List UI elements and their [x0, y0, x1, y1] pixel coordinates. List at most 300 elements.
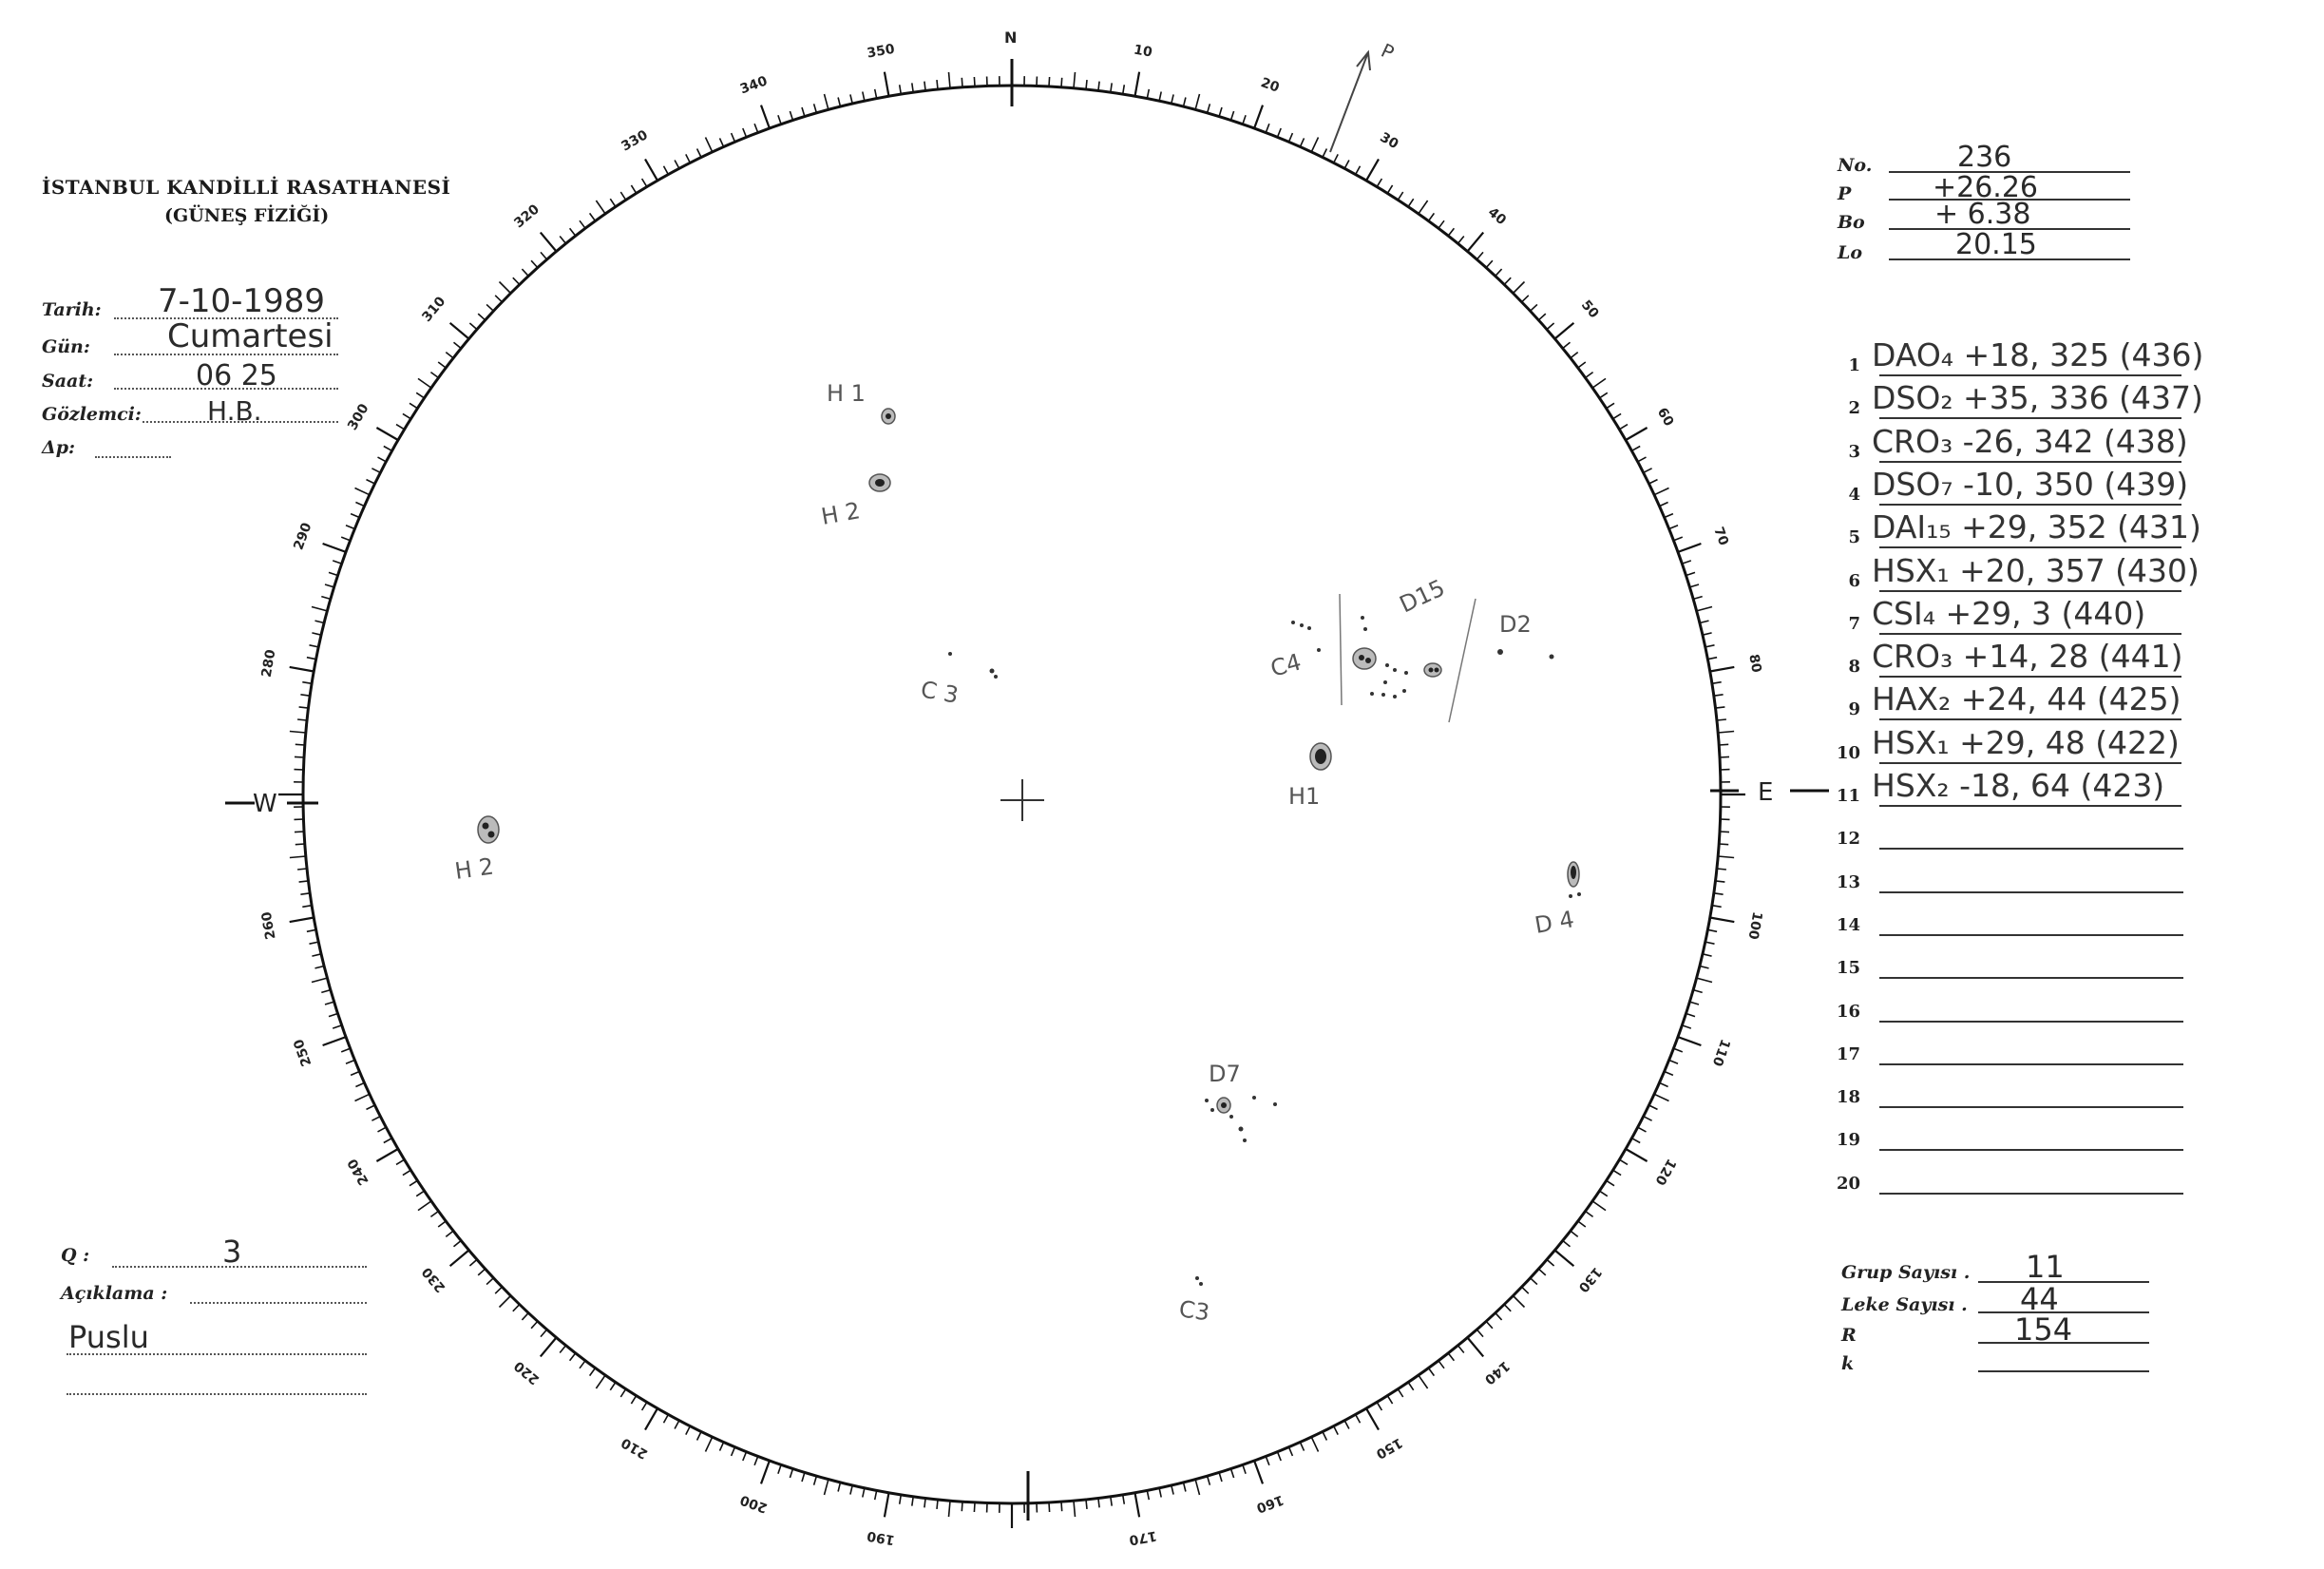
scale-tick: [384, 447, 392, 451]
group-row-entry: HSX₁ +20, 357 (430): [1872, 552, 2200, 589]
spot-label-C3-mid: C 3: [918, 676, 961, 709]
scale-tick: [1266, 1457, 1269, 1465]
scale-tick: [1514, 1296, 1525, 1308]
scale-tick: [1195, 1480, 1199, 1495]
scale-tick: [1049, 77, 1050, 86]
scale-tick: [290, 732, 306, 734]
scale-tick: [1678, 1037, 1701, 1045]
scale-degree-label: 160: [1254, 1491, 1286, 1516]
scale-tick: [560, 1346, 565, 1353]
scale-tick: [1531, 304, 1537, 311]
scale-tick: [486, 304, 493, 311]
scale-tick: [664, 166, 669, 175]
scale-tick: [323, 1037, 346, 1045]
scale-tick: [1172, 94, 1173, 104]
scale-tick: [1654, 1094, 1668, 1100]
scale-tick: [1061, 78, 1062, 87]
scale-degree-label: 140: [1481, 1357, 1513, 1387]
scale-tick: [732, 133, 735, 142]
scale-tick: [351, 1072, 359, 1076]
sunspot-group-C4-D15: [1267, 574, 1476, 722]
scale-tick: [1438, 220, 1444, 228]
scale-tick: [825, 94, 829, 109]
sunspot-group-H1-mid: [1288, 743, 1331, 810]
north-marker: [1004, 29, 1017, 106]
group-row-number: 6: [1848, 571, 1860, 591]
group-row-number: 19: [1836, 1130, 1860, 1150]
group-row-line: [1879, 934, 2183, 936]
scale-tick: [1061, 1502, 1062, 1511]
group-row-line: [1879, 546, 2181, 548]
scale-tick: [1669, 526, 1678, 529]
scale-tick: [1074, 1501, 1076, 1517]
scale-tick: [438, 362, 446, 368]
scale-tick: [1344, 1421, 1349, 1429]
date-label: Tarih:: [42, 299, 102, 320]
scale-tick: [1448, 1353, 1454, 1361]
scale-degree-label: 300: [345, 401, 372, 433]
sunspot-group-H1-top: [827, 380, 895, 424]
scale-degree-label: 170: [1128, 1527, 1158, 1548]
scale-tick: [1632, 447, 1641, 451]
scale-tick: [450, 1251, 469, 1267]
scale-tick: [1468, 233, 1484, 252]
scale-degree-label: 290: [291, 520, 315, 552]
scale-tick: [645, 159, 657, 181]
spot-label-H2-left: H 2: [452, 852, 496, 885]
scale-tick: [885, 72, 889, 97]
scale-tick: [290, 667, 314, 672]
group-row-number: 8: [1848, 657, 1860, 677]
scale-degree-label: 150: [1373, 1434, 1405, 1462]
solar-disk-outline: [303, 86, 1721, 1503]
group-row-line: [1879, 805, 2181, 807]
scale-tick: [570, 1353, 576, 1361]
scale-degree-label: 310: [419, 294, 449, 325]
scale-tick: [1555, 1251, 1574, 1267]
scale-tick: [1638, 1127, 1647, 1132]
scale-tick: [1665, 1072, 1673, 1076]
scale-tick: [743, 128, 747, 137]
q-label: Q :: [61, 1245, 90, 1266]
scale-tick: [790, 1469, 792, 1479]
scale-tick: [1538, 314, 1545, 320]
scale-tick: [761, 1461, 770, 1483]
scale-tick: [312, 954, 321, 956]
scale-degree-label: 60: [1653, 405, 1677, 430]
scale-tick: [610, 199, 616, 206]
scale-tick: [1159, 1488, 1161, 1498]
spot-label-D7: D7: [1209, 1061, 1241, 1087]
scale-tick: [1710, 918, 1735, 923]
group-row-line: [1879, 676, 2181, 678]
group-row-line: [1879, 590, 2181, 592]
q-value: 3: [222, 1234, 242, 1270]
observer-label: Gözlemci:: [42, 404, 142, 425]
scale-tick: [863, 1488, 865, 1498]
scale-tick: [675, 161, 679, 169]
group-row-entry: DSO₂ +35, 336 (437): [1872, 379, 2203, 416]
scale-tick: [312, 978, 327, 982]
scale-tick: [1705, 645, 1715, 647]
scale-tick: [974, 1502, 975, 1512]
group-row-line: [1879, 891, 2183, 893]
group-row-number: 9: [1848, 699, 1860, 719]
r-label: R: [1841, 1325, 1857, 1346]
group-row-number: 17: [1836, 1044, 1860, 1064]
scale-tick: [1231, 111, 1234, 121]
scale-degree-label: 240: [345, 1156, 372, 1188]
scale-tick: [1049, 1502, 1050, 1512]
scale-degree-label: 260: [258, 910, 279, 941]
scale-tick: [446, 1231, 453, 1236]
scale-tick: [732, 1447, 735, 1456]
day-value: Cumartesi: [167, 317, 333, 355]
scale-tick: [486, 1278, 493, 1285]
scale-degree-label: 250: [291, 1037, 315, 1069]
scale-tick: [1278, 128, 1282, 137]
scale-tick: [664, 1415, 669, 1424]
bo-label: Bo: [1838, 212, 1865, 233]
scale-tick: [384, 1138, 392, 1143]
group-row-number: 16: [1836, 1002, 1860, 1022]
scale-tick: [522, 269, 528, 276]
scale-tick: [1344, 161, 1349, 169]
scale-tick: [1682, 561, 1690, 564]
scale-tick: [541, 1338, 557, 1357]
scale-tick: [418, 378, 431, 388]
scale-tick: [863, 92, 865, 102]
scale-tick: [1638, 457, 1647, 462]
scale-tick: [376, 428, 398, 440]
spot-count-value: 44: [2020, 1281, 2059, 1317]
scale-tick: [341, 1048, 350, 1052]
scale-tick: [686, 154, 691, 163]
scale-tick: [416, 392, 424, 398]
scale-tick: [1448, 228, 1454, 236]
scale-tick: [312, 633, 321, 635]
group-row-number: 14: [1836, 915, 1860, 935]
scale-tick: [1718, 856, 1734, 858]
scale-tick: [1697, 978, 1712, 982]
scale-tick: [885, 1493, 889, 1518]
scale-tick: [351, 514, 359, 518]
remarks-line-3: [67, 1393, 367, 1395]
scale-tick: [1278, 1452, 1282, 1461]
group-row-line: [1879, 504, 2181, 506]
scale-tick: [1172, 1485, 1173, 1495]
group-row-number: 7: [1848, 614, 1860, 634]
scale-tick: [1719, 844, 1728, 845]
scale-tick: [290, 856, 306, 858]
spot-label-H1-mid: H1: [1288, 783, 1321, 810]
group-row-entry: CRO₃ +14, 28 (441): [1872, 638, 2183, 675]
scale-tick: [949, 1501, 951, 1517]
scale-tick: [1686, 572, 1696, 575]
scale-tick: [1266, 124, 1269, 132]
scale-tick: [1719, 744, 1728, 745]
scale-tick: [686, 1426, 691, 1435]
scale-tick: [1419, 1375, 1428, 1388]
scale-tick: [333, 1025, 341, 1028]
scale-tick: [1135, 72, 1140, 97]
east-label: E: [1758, 778, 1774, 807]
group-row-number: 12: [1836, 829, 1860, 849]
spot-label-D15: D15: [1395, 574, 1449, 619]
spot-count-label: Leke Sayısı .: [1841, 1294, 1968, 1315]
scale-tick: [541, 233, 557, 252]
scale-tick: [310, 645, 319, 647]
remarks-value: Puslu: [68, 1319, 149, 1355]
scale-tick: [790, 111, 792, 121]
scale-tick: [645, 1408, 657, 1430]
scale-tick: [450, 323, 469, 339]
group-row-number: 13: [1836, 872, 1860, 892]
scale-tick: [1311, 138, 1318, 152]
scale-tick: [329, 572, 338, 575]
scale-tick: [1626, 1149, 1648, 1161]
scale-tick: [1366, 159, 1379, 181]
scale-tick: [438, 1221, 446, 1227]
scale-tick: [531, 1321, 538, 1328]
west-label: W: [253, 790, 277, 818]
scale-tick: [596, 201, 605, 214]
scale-tick: [1366, 1408, 1379, 1430]
scale-tick: [323, 544, 346, 552]
scale-degree-label: 190: [866, 1527, 896, 1548]
sunspot-group-H2-left: [453, 816, 499, 885]
sunspot-group-C3-mid: [919, 652, 998, 709]
spot-label-H1-top: H 1: [827, 380, 866, 407]
scale-degree-label: 20: [1258, 75, 1282, 96]
group-row-line: [1879, 633, 2181, 635]
group-count-label: Grup Sayısı .: [1841, 1262, 1971, 1283]
scale-tick: [1074, 72, 1076, 88]
scale-tick: [478, 1269, 485, 1275]
group-row-number: 4: [1848, 485, 1860, 505]
p-label: P: [1838, 183, 1852, 204]
scale-tick: [580, 220, 585, 228]
scale-tick: [1231, 1469, 1234, 1479]
scale-tick: [596, 1375, 605, 1388]
sunspot-group-D7: [1205, 1061, 1277, 1142]
scale-degree-label: 130: [1574, 1264, 1605, 1295]
lo-label: Lo: [1838, 242, 1863, 263]
sunspot-group-H2-top: [819, 474, 890, 530]
scale-tick: [1289, 1447, 1293, 1456]
spot-label-D2: D2: [1499, 611, 1532, 638]
scale-tick: [378, 1127, 387, 1132]
scale-tick: [378, 457, 387, 462]
scale-tick: [522, 1313, 528, 1320]
scale-tick: [1289, 133, 1293, 142]
group-row-line: [1879, 417, 2181, 419]
scale-tick: [580, 1361, 585, 1368]
scale-tick: [1669, 1061, 1678, 1064]
scale-tick: [1682, 1025, 1690, 1028]
scale-tick: [454, 342, 462, 348]
scale-tick: [1674, 1048, 1683, 1052]
group-row-entry: HSX₂ -18, 64 (423): [1872, 767, 2165, 804]
scale-tick: [1654, 488, 1668, 495]
scale-tick: [825, 1480, 829, 1495]
group-row-line: [1879, 718, 2181, 720]
scale-degree-label: 80: [1745, 653, 1764, 675]
scale-tick: [329, 1014, 338, 1017]
scale-tick: [355, 488, 370, 495]
scale-degree-label: 10: [1132, 42, 1153, 61]
scale-tick: [1718, 732, 1734, 734]
group-row-entry: HSX₁ +29, 48 (422): [1872, 724, 2180, 761]
scale-tick: [1254, 105, 1263, 128]
sunspot-group-C3-low: [1177, 1276, 1211, 1326]
no-value: 236: [1957, 141, 2012, 174]
scale-tick: [1705, 942, 1715, 944]
observer-value: H.B.: [207, 395, 262, 427]
scale-tick: [1356, 166, 1361, 175]
institution-title: İSTANBUL KANDİLLİ RASATHANESİ: [42, 176, 451, 199]
scale-tick: [850, 1485, 852, 1495]
scale-tick: [1674, 537, 1683, 541]
group-row-line: [1879, 461, 2181, 463]
p-value: +26.26: [1933, 171, 2039, 204]
scale-tick: [1486, 260, 1493, 267]
scale-tick: [1195, 94, 1199, 109]
scale-tick: [675, 1421, 679, 1429]
spot-label-H2-top: H 2: [819, 497, 863, 530]
scale-tick: [1438, 1361, 1444, 1368]
scale-tick: [1578, 1221, 1586, 1227]
date-value: 7-10-1989: [158, 282, 325, 320]
scale-tick: [1571, 353, 1578, 358]
p-axis-label: P: [1377, 38, 1398, 65]
group-row-entry: HAX₂ +24, 44 (425): [1872, 680, 2181, 718]
department-subtitle: (GÜNEŞ FİZİĞİ): [164, 205, 330, 226]
scale-degree-label: 70: [1710, 525, 1731, 548]
spot-label-C4: C4: [1267, 648, 1305, 682]
scale-tick: [1514, 282, 1525, 294]
scale-tick: [418, 1201, 431, 1211]
scale-tick: [376, 1149, 398, 1161]
scale-tick: [1703, 954, 1712, 956]
group-row-entry: CRO₃ -26, 342 (438): [1872, 423, 2188, 460]
group-row-line: [1879, 1021, 2183, 1023]
remarks-line-1: [190, 1302, 367, 1304]
scale-degree-label: 350: [866, 41, 896, 62]
scale-tick: [1419, 201, 1428, 214]
scale-degree-label: 50: [1577, 297, 1602, 322]
north-label: N: [1004, 29, 1018, 47]
group-row-number: 15: [1836, 958, 1860, 978]
scale-tick: [310, 942, 319, 944]
scale-tick: [1686, 1014, 1696, 1017]
scale-tick: [743, 1452, 747, 1461]
scale-tick: [1458, 1346, 1464, 1353]
scale-tick: [754, 124, 758, 132]
group-row-number: 1: [1848, 355, 1860, 375]
dp-label: Δp:: [42, 437, 76, 458]
scale-tick: [1356, 1415, 1361, 1424]
scale-tick: [1563, 342, 1571, 348]
scale-tick: [1626, 428, 1648, 440]
scale-tick: [346, 1061, 354, 1064]
scale-tick: [560, 237, 565, 244]
scale-tick: [295, 744, 305, 745]
scale-tick: [754, 1457, 758, 1465]
scale-tick: [371, 469, 380, 473]
scale-degree-label: 330: [619, 127, 651, 155]
scale-degree-label: 120: [1651, 1156, 1679, 1188]
scale-degree-label: 340: [737, 73, 770, 98]
group-row-number: 20: [1836, 1174, 1860, 1194]
scale-degree-label: 230: [419, 1264, 449, 1295]
lo-value: 20.15: [1955, 228, 2037, 261]
scale-tick: [1665, 514, 1673, 518]
scale-tick: [1408, 199, 1414, 206]
group-row-number: 11: [1836, 786, 1860, 806]
scale-tick: [1254, 1461, 1263, 1483]
scale-degree-label: 210: [619, 1434, 651, 1462]
scale-tick: [1644, 469, 1652, 473]
group-row-number: 18: [1836, 1087, 1860, 1107]
dp-line: [95, 456, 171, 458]
scale-tick: [778, 115, 781, 124]
scale-tick: [371, 1117, 380, 1121]
group-row-entry: DSO₇ -10, 350 (439): [1872, 466, 2189, 503]
scale-tick: [1600, 1191, 1608, 1196]
scale-tick: [341, 537, 350, 541]
scale-tick: [1578, 362, 1586, 368]
k-line: [1978, 1370, 2149, 1372]
group-row-number: 10: [1836, 743, 1860, 763]
scale-degree-label: 320: [511, 201, 543, 232]
scale-tick: [570, 228, 576, 236]
scale-tick: [1592, 378, 1606, 388]
group-row-entry: CSI₄ +29, 3 (440): [1872, 595, 2146, 632]
scale-tick: [1632, 1138, 1641, 1143]
scale-tick: [1468, 1338, 1484, 1357]
scale-tick: [1555, 323, 1574, 339]
spot-label-D4: D 4: [1533, 906, 1576, 939]
remarks-label: Açıklama :: [61, 1283, 168, 1304]
scale-tick: [1644, 1117, 1652, 1121]
scale-degree-label: 100: [1744, 910, 1765, 941]
scale-tick: [1703, 633, 1712, 635]
r-value: 154: [2014, 1311, 2073, 1348]
scale-tick: [1135, 1493, 1140, 1518]
scale-degree-label: 40: [1484, 204, 1510, 229]
time-value: 06 25: [196, 359, 277, 392]
sunspot-group-D2: [1497, 611, 1554, 660]
group-row-entry: DAO₄ +18, 325 (436): [1872, 336, 2204, 373]
scale-tick: [1538, 1269, 1545, 1275]
scale-tick: [290, 918, 314, 923]
scale-tick: [1243, 1464, 1246, 1473]
scale-tick: [1159, 92, 1161, 102]
scale-tick: [706, 138, 713, 152]
scale-tick: [1486, 1321, 1493, 1328]
day-label: Gün:: [42, 336, 90, 357]
scale-tick: [1531, 1278, 1537, 1285]
group-row-number: 2: [1848, 398, 1860, 418]
scale-tick: [295, 756, 304, 757]
scale-tick: [974, 77, 975, 86]
scale-tick: [1495, 1313, 1502, 1320]
scale-tick: [355, 1094, 370, 1100]
scale-tick: [295, 844, 305, 845]
group-row-line: [1879, 1149, 2183, 1151]
spot-label-C3-low: C3: [1177, 1295, 1211, 1327]
